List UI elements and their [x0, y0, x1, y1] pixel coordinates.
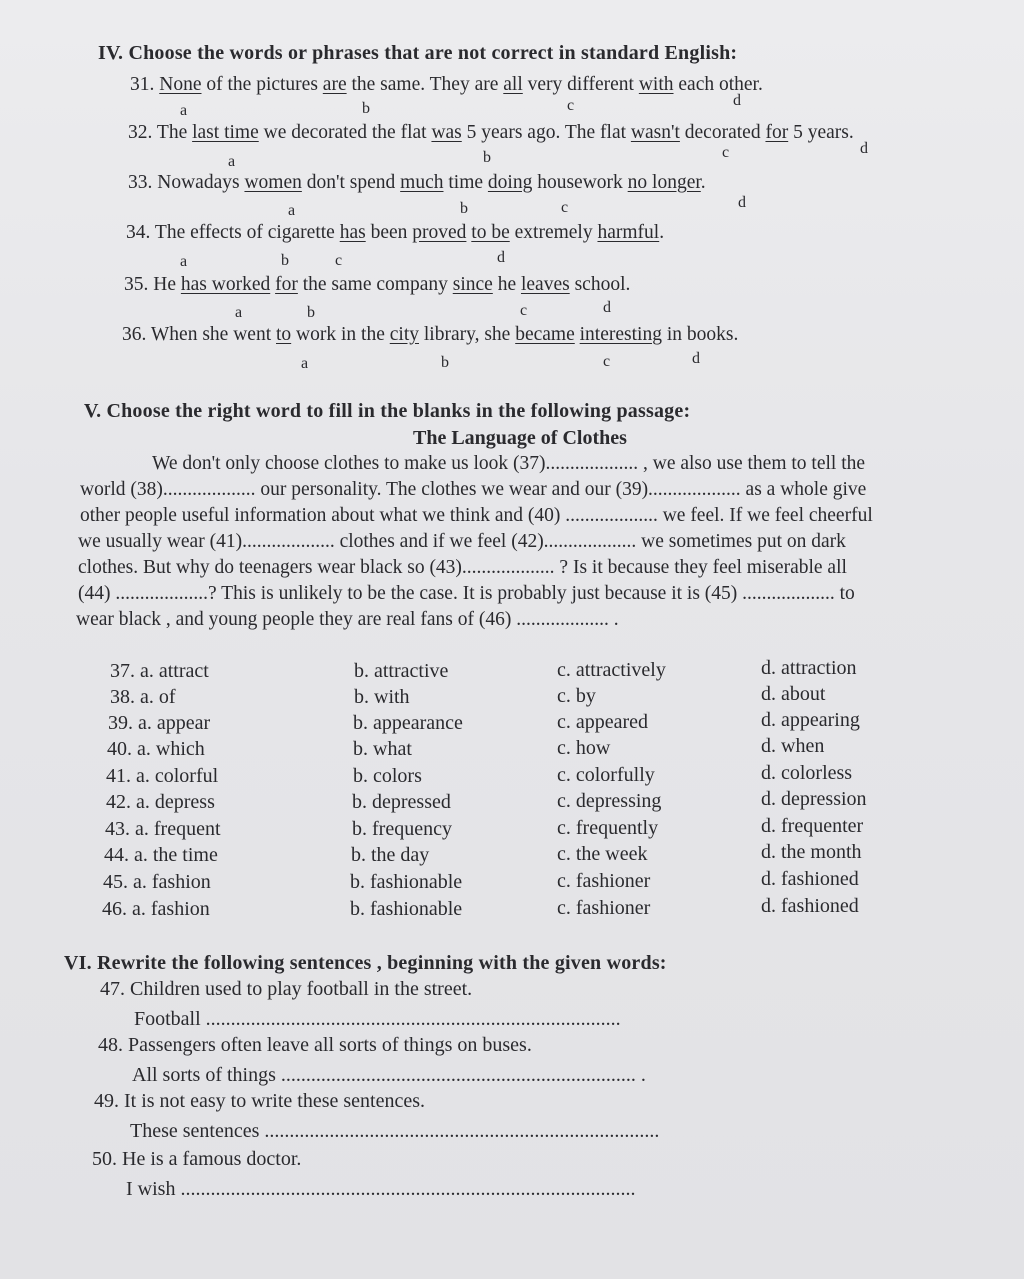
option-43a: 43. a. frequent — [105, 818, 221, 840]
option-42b: b. depressed — [352, 791, 451, 813]
option-37c: c. attractively — [557, 659, 666, 681]
q33-letter-a: a — [288, 202, 296, 219]
question-47: 47. Children used to play football in the street. — [100, 978, 473, 1000]
question-50: 50. He is a famous doctor. — [92, 1148, 302, 1170]
q34-letter-b: b — [281, 252, 289, 269]
option-41c: c. colorfully — [557, 764, 655, 786]
rewrite-47: Football ................................................................................... — [134, 1008, 621, 1030]
q32-letter-c: c — [722, 144, 730, 161]
option-44c: c. the week — [557, 843, 648, 865]
section-6-heading: VI. Rewrite the following sentences , beginning with the given words: — [64, 952, 667, 974]
q34-letter-a: a — [180, 253, 188, 270]
q35-letter-c: c — [520, 302, 528, 319]
q31-letter-c: c — [567, 97, 575, 114]
question-32: 32. The last time we decorated the flat was 5 years ago. The flat wasn't decorated for 5 years. — [128, 122, 854, 143]
rewrite-49: These sentences ............................................................................... — [130, 1120, 660, 1142]
q36-letter-d: d — [692, 350, 700, 367]
option-45d: d. fashioned — [761, 868, 859, 890]
passage-line-1: We don't only choose clothes to make us look (37)................... , we also use them to tell the — [152, 453, 866, 474]
option-39c: c. appeared — [557, 711, 649, 733]
option-43b: b. frequency — [352, 818, 452, 840]
option-38b: b. with — [354, 686, 410, 708]
option-42a: 42. a. depress — [106, 791, 215, 813]
option-38c: c. by — [557, 685, 596, 707]
option-38d: d. about — [761, 683, 826, 705]
option-46a: 46. a. fashion — [102, 898, 210, 920]
section-5-heading: V. Choose the right word to fill in the blanks in the following passage: — [84, 400, 691, 422]
passage-title: The Language of Clothes — [413, 427, 627, 449]
q32-letter-d: d — [860, 140, 868, 157]
option-40d: d. when — [761, 735, 825, 757]
question-48: 48. Passengers often leave all sorts of things on buses. — [98, 1034, 532, 1056]
option-41d: d. colorless — [761, 762, 853, 784]
option-44b: b. the day — [351, 844, 430, 866]
option-44d: d. the month — [761, 841, 862, 863]
q34-letter-d: d — [497, 249, 505, 266]
q35-letter-b: b — [307, 304, 315, 321]
option-46b: b. fashionable — [350, 898, 463, 920]
passage-line-2: world (38)................... our personality. The clothes we wear and our (39)................... as a whole give — [80, 479, 867, 500]
option-46d: d. fashioned — [761, 895, 859, 917]
option-40b: b. what — [353, 738, 412, 760]
option-39a: 39. a. appear — [108, 712, 211, 734]
passage-line-3: other people useful information about what we think and (40) ................... we feel. If we feel cheerful — [80, 505, 873, 526]
q31-letter-d: d — [733, 92, 741, 109]
q33-letter-d: d — [738, 194, 746, 211]
q32-letter-b: b — [483, 149, 491, 166]
q34-letter-c: c — [335, 252, 343, 269]
q33-letter-c: c — [561, 199, 569, 216]
q33-letter-b: b — [460, 200, 468, 217]
q36-letter-c: c — [603, 353, 611, 370]
question-34: 34. The effects of cigarette has been proved to be extremely harmful. — [126, 222, 665, 243]
q31-letter-a: a — [180, 102, 188, 119]
q35-letter-d: d — [603, 299, 611, 316]
option-44a: 44. a. the time — [104, 844, 218, 866]
option-45a: 45. a. fashion — [103, 871, 211, 893]
q35-letter-a: a — [235, 304, 243, 321]
question-49: 49. It is not easy to write these sentences. — [94, 1090, 426, 1112]
q32-letter-a: a — [228, 153, 236, 170]
option-46c: c. fashioner — [557, 897, 651, 919]
option-39d: d. appearing — [761, 709, 860, 731]
question-35: 35. He has worked for the same company since he leaves school. — [124, 274, 631, 295]
option-42c: c. depressing — [557, 790, 662, 812]
option-39b: b. appearance — [353, 712, 463, 734]
option-37d: d. attraction — [761, 657, 857, 679]
q36-letter-a: a — [301, 355, 309, 372]
option-45c: c. fashioner — [557, 870, 651, 892]
option-45b: b. fashionable — [350, 871, 463, 893]
question-36: 36. When she went to work in the city library, she became interesting in books. — [122, 324, 739, 345]
rewrite-48: All sorts of things ....................................................................... . — [132, 1064, 646, 1086]
passage-line-6: (44) ...................? This is unlikely to be the case. It is probably just because it is (45) ................... to — [78, 583, 855, 604]
question-31: 31. None of the pictures are the same. They are all very different with each other. — [130, 74, 763, 95]
option-40a: 40. a. which — [107, 738, 205, 760]
q31-letter-b: b — [362, 100, 370, 117]
rewrite-50: I wish ........................................................................................... — [126, 1178, 636, 1200]
option-43c: c. frequently — [557, 817, 659, 839]
passage-line-4: we usually wear (41)................... clothes and if we feel (42)................... we sometimes put on dark — [78, 531, 846, 552]
passage-line-7: wear black , and young people they are real fans of (46) ................... . — [76, 609, 619, 630]
option-42d: d. depression — [761, 788, 867, 810]
passage-line-5: clothes. But why do teenagers wear black so (43)................... ? Is it because they feel miserable all — [78, 557, 847, 578]
option-37b: b. attractive — [354, 660, 449, 682]
option-37a: 37. a. attract — [110, 660, 209, 682]
q36-letter-b: b — [441, 354, 449, 371]
question-33: 33. Nowadays women don't spend much time doing housework no longer. — [128, 172, 706, 193]
option-41b: b. colors — [353, 765, 422, 787]
option-43d: d. frequenter — [761, 815, 864, 837]
option-38a: 38. a. of — [110, 686, 176, 708]
option-40c: c. how — [557, 737, 611, 759]
option-41a: 41. a. colorful — [106, 765, 219, 787]
section-4-heading: IV. Choose the words or phrases that are not correct in standard English: — [98, 42, 738, 64]
